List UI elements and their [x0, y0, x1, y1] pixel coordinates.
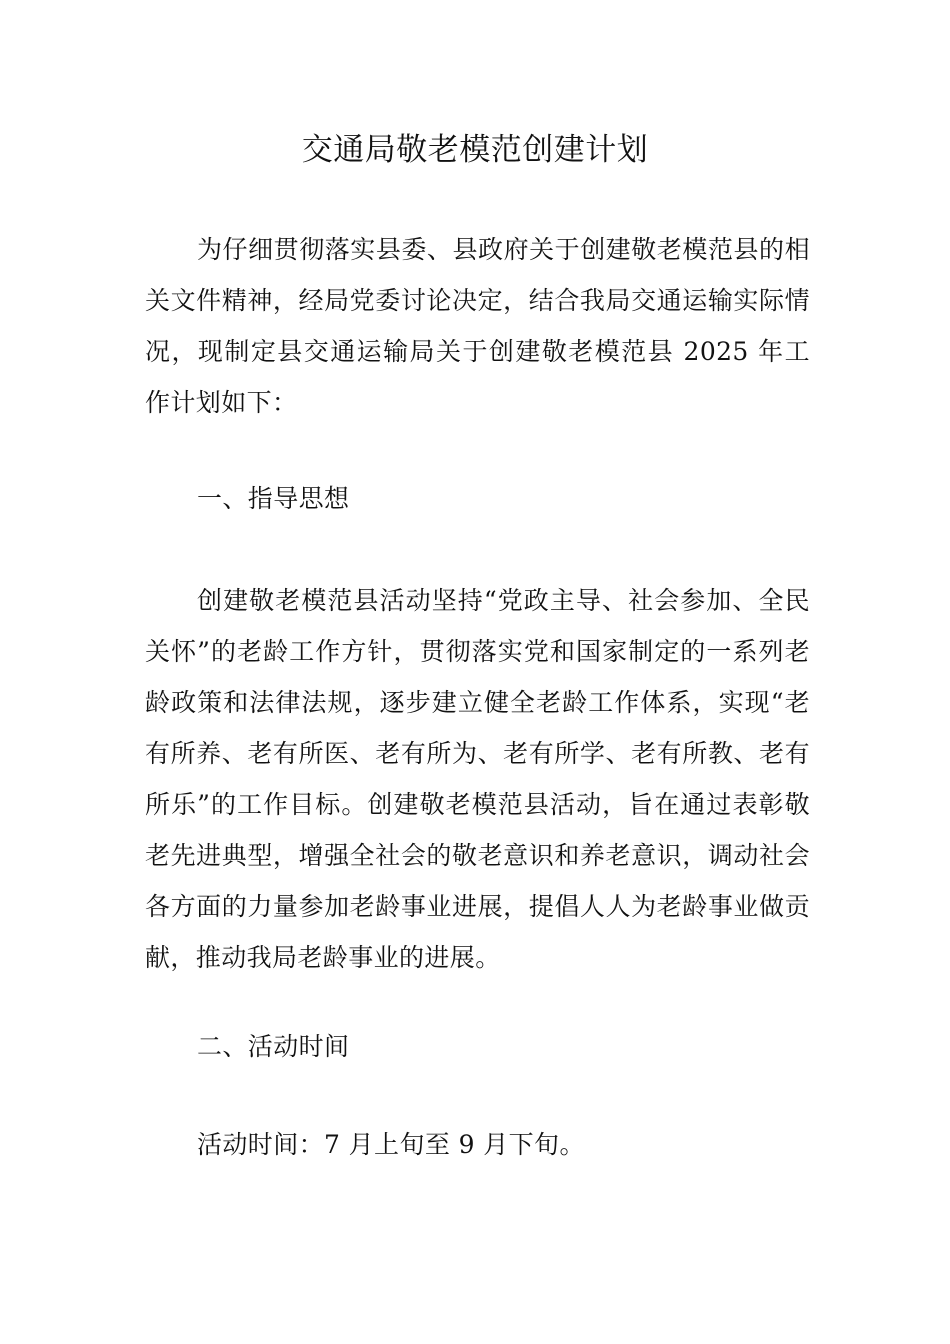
intro-paragraph: 为仔细贯彻落实县委、县政府关于创建敬老模范县的相关文件精神，经局党委讨论决定，结合我局交通运输实际情况，现制定县交通运输局关于创建敬老模范县 2025 年工作计划如下： — [145, 235, 810, 417]
guiding-thought-paragraph: 创建敬老模范县活动坚持“党政主导、社会参加、全民关怀”的老龄工作方针，贯彻落实党和国家制定的一系列老龄政策和法律法规，逐步建立健全老龄工作体系，实现“老有所养、老有所医、老有所为、老有所学、老有所教、老有所乐”的工作目标。创建敬老模范县活动，旨在通过表彰敬老先进典型，增强全社会的敬老意识和养老意识，调动社会各方面的力量参加老龄事业进展，提倡人人为老龄事业做贡献，推动我局老龄事业的进展。 — [145, 586, 810, 972]
section-heading-guiding-thought: 一、指导思想 — [197, 484, 350, 513]
section-heading-activity-time: 二、活动时间 — [197, 1032, 350, 1061]
activity-time-paragraph: 活动时间：7 月上旬至 9 月下旬。 — [197, 1130, 585, 1159]
document-title: 交通局敬老模范创建计划 — [301, 132, 649, 168]
